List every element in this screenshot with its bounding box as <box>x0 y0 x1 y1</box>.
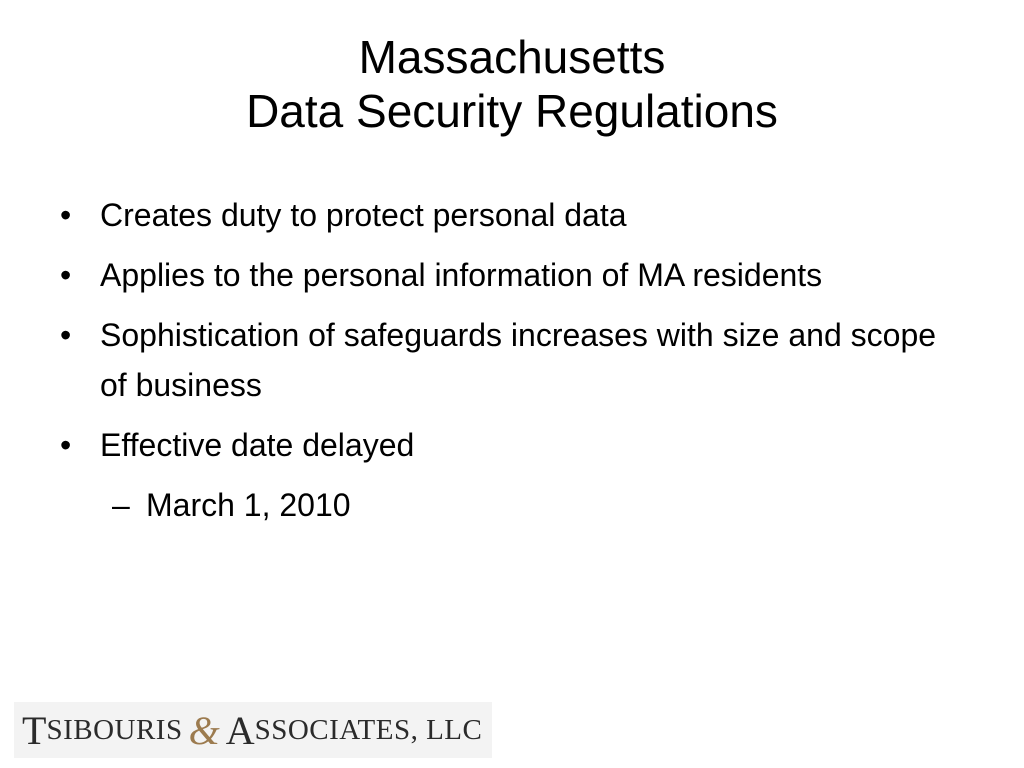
bullet-item <box>60 420 960 470</box>
bullet-marker: • <box>60 317 72 353</box>
sub-bullet-marker: – <box>112 487 130 523</box>
bullet-marker: • <box>60 257 72 293</box>
bullet-item <box>60 310 960 410</box>
sub-bullet-text: March 1, 2010 <box>146 487 351 523</box>
bullet-item <box>60 250 960 300</box>
bullet-text: Sophistication of safeguards increases with size and scope of business <box>100 317 937 403</box>
bullet-text: Applies to the personal information of MA residents <box>100 257 823 293</box>
slide-title <box>60 30 964 138</box>
company-logo: T SIBOURIS & A SSOCIATES, LLC <box>14 702 492 758</box>
bullet-list <box>60 190 960 530</box>
bullet-item <box>60 190 960 240</box>
bullet-text: Effective date delayed <box>100 427 415 463</box>
bullet-marker: • <box>60 197 72 233</box>
title-line-2: Data Security Regulations <box>246 85 778 137</box>
bullet-marker: • <box>60 427 72 463</box>
title-line-1: Massachusetts <box>358 31 666 83</box>
sub-bullet-item <box>60 480 960 530</box>
bullet-text: Creates duty to protect personal data <box>100 197 627 233</box>
